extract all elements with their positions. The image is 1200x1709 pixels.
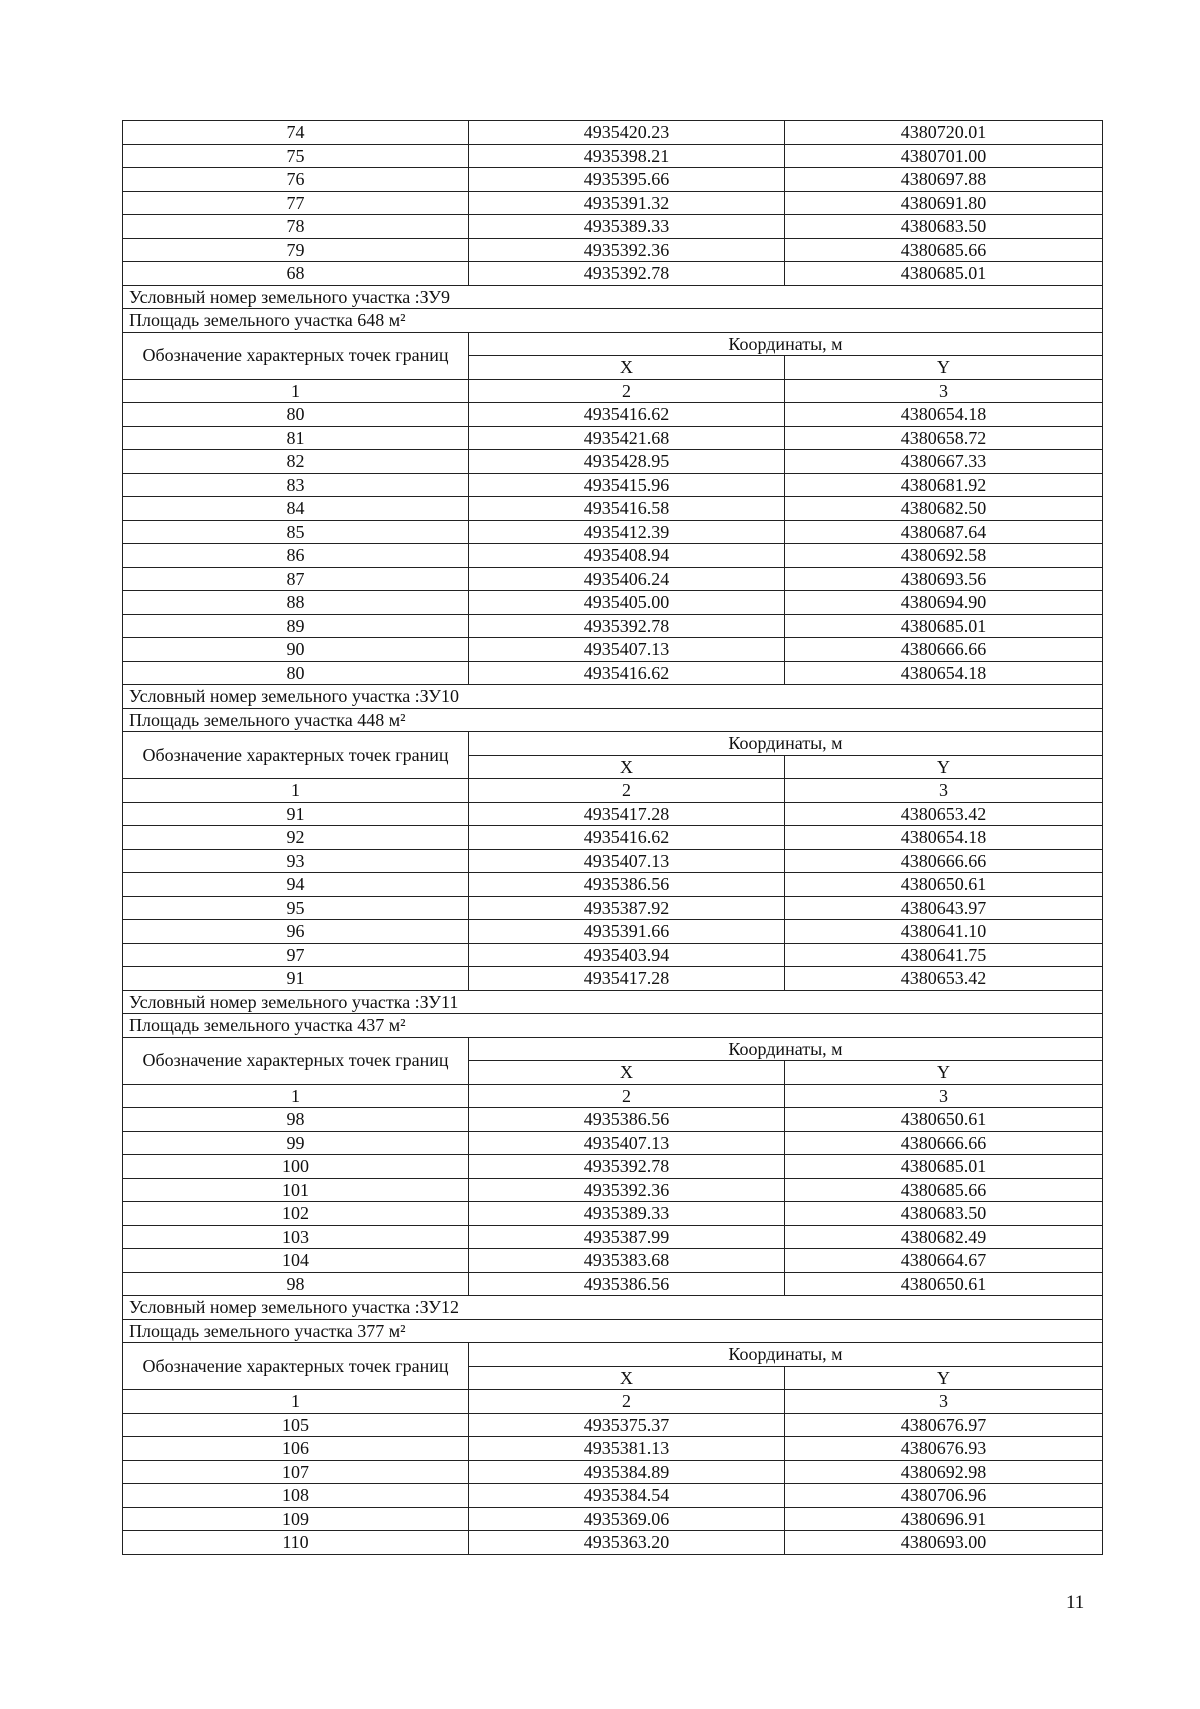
y-coordinate: 4380692.98: [785, 1460, 1103, 1484]
parcel-number-row: [123, 685, 1103, 709]
y-coordinate: 4380706.96: [785, 1484, 1103, 1508]
point-number: 100: [123, 1155, 469, 1179]
table-row: [123, 426, 1103, 450]
x-coordinate: 4935391.32: [469, 191, 785, 215]
parcel-number-label: Условный номер земельного участка :ЗУ10: [123, 685, 1103, 709]
y-coordinate: 4380682.49: [785, 1225, 1103, 1249]
x-coordinate: 4935389.33: [469, 215, 785, 239]
header-row: [123, 1343, 1103, 1367]
x-coordinate: 4935395.66: [469, 168, 785, 192]
point-number: 109: [123, 1507, 469, 1531]
points-column-header: Обозначение характерных точек границ: [123, 1343, 469, 1390]
table-row: [123, 920, 1103, 944]
y-coordinate: 4380666.66: [785, 638, 1103, 662]
point-number: 91: [123, 802, 469, 826]
point-number: 91: [123, 967, 469, 991]
table-row: [123, 1460, 1103, 1484]
point-number: 81: [123, 426, 469, 450]
y-coordinate: 4380692.58: [785, 544, 1103, 568]
parcel-number-label: Условный номер земельного участка :ЗУ12: [123, 1296, 1103, 1320]
y-axis-header: Y: [785, 755, 1103, 779]
y-coordinate: 4380681.92: [785, 473, 1103, 497]
points-column-header: Обозначение характерных точек границ: [123, 732, 469, 779]
header-row: [123, 332, 1103, 356]
table-row: [123, 661, 1103, 685]
parcel-number-row: [123, 1296, 1103, 1320]
parcel-area-row: [123, 1319, 1103, 1343]
x-coordinate: 4935375.37: [469, 1413, 785, 1437]
table-row: [123, 1155, 1103, 1179]
table-row: [123, 191, 1103, 215]
point-number: 77: [123, 191, 469, 215]
point-number: 110: [123, 1531, 469, 1555]
coordinates-column-header: Координаты, м: [469, 1343, 1103, 1367]
header-row: [123, 1037, 1103, 1061]
x-coordinate: 4935416.62: [469, 826, 785, 850]
y-coordinate: 4380654.18: [785, 403, 1103, 427]
table-row: [123, 520, 1103, 544]
x-coordinate: 4935403.94: [469, 943, 785, 967]
x-coordinate: 4935386.56: [469, 1272, 785, 1296]
table-row: [123, 802, 1103, 826]
parcel-number-label: Условный номер земельного участка :ЗУ11: [123, 990, 1103, 1014]
table-row: [123, 215, 1103, 239]
coordinates-column-header: Координаты, м: [469, 1037, 1103, 1061]
y-coordinate: 4380676.93: [785, 1437, 1103, 1461]
x-axis-header: X: [469, 356, 785, 380]
table-row: [123, 1531, 1103, 1555]
y-coordinate: 4380693.00: [785, 1531, 1103, 1555]
points-column-header: Обозначение характерных точек границ: [123, 332, 469, 379]
table-row: [123, 567, 1103, 591]
point-number: 79: [123, 238, 469, 262]
table-row: [123, 1178, 1103, 1202]
point-number: 95: [123, 896, 469, 920]
table-row: [123, 943, 1103, 967]
x-coordinate: 4935392.36: [469, 238, 785, 262]
point-number: 103: [123, 1225, 469, 1249]
table-row: [123, 473, 1103, 497]
column-number-row: [123, 1390, 1103, 1414]
y-coordinate: 4380685.66: [785, 238, 1103, 262]
table-row: [123, 168, 1103, 192]
column-number: 1: [123, 379, 469, 403]
x-coordinate: 4935420.23: [469, 121, 785, 145]
table-row: [123, 544, 1103, 568]
point-number: 84: [123, 497, 469, 521]
point-number: 88: [123, 591, 469, 615]
x-coordinate: 4935416.58: [469, 497, 785, 521]
column-number: 2: [469, 1084, 785, 1108]
table-row: [123, 1413, 1103, 1437]
x-coordinate: 4935398.21: [469, 144, 785, 168]
y-coordinate: 4380685.66: [785, 1178, 1103, 1202]
point-number: 74: [123, 121, 469, 145]
table-row: [123, 1131, 1103, 1155]
y-coordinate: 4380650.61: [785, 1108, 1103, 1132]
y-coordinate: 4380666.66: [785, 849, 1103, 873]
coordinates-column-header: Координаты, м: [469, 332, 1103, 356]
x-axis-header: X: [469, 1366, 785, 1390]
y-coordinate: 4380667.33: [785, 450, 1103, 474]
x-coordinate: 4935386.56: [469, 1108, 785, 1132]
column-number: 3: [785, 379, 1103, 403]
point-number: 105: [123, 1413, 469, 1437]
y-coordinate: 4380683.50: [785, 1202, 1103, 1226]
y-coordinate: 4380691.80: [785, 191, 1103, 215]
y-coordinate: 4380720.01: [785, 121, 1103, 145]
table-row: [123, 896, 1103, 920]
y-coordinate: 4380701.00: [785, 144, 1103, 168]
point-number: 98: [123, 1272, 469, 1296]
x-coordinate: 4935383.68: [469, 1249, 785, 1273]
parcel-area-label: Площадь земельного участка 648 м²: [123, 309, 1103, 333]
page-number: 11: [1066, 1592, 1085, 1613]
x-coordinate: 4935407.13: [469, 1131, 785, 1155]
y-coordinate: 4380658.72: [785, 426, 1103, 450]
x-coordinate: 4935416.62: [469, 661, 785, 685]
x-coordinate: 4935381.13: [469, 1437, 785, 1461]
table-row: [123, 967, 1103, 991]
y-coordinate: 4380650.61: [785, 873, 1103, 897]
points-column-header: Обозначение характерных точек границ: [123, 1037, 469, 1084]
x-axis-header: X: [469, 1061, 785, 1085]
point-number: 99: [123, 1131, 469, 1155]
x-coordinate: 4935421.68: [469, 426, 785, 450]
column-number: 1: [123, 779, 469, 803]
y-coordinate: 4380683.50: [785, 215, 1103, 239]
column-number: 2: [469, 779, 785, 803]
table-row: [123, 1272, 1103, 1296]
x-coordinate: 4935392.78: [469, 614, 785, 638]
point-number: 96: [123, 920, 469, 944]
table-row: [123, 497, 1103, 521]
y-coordinate: 4380697.88: [785, 168, 1103, 192]
column-number: 3: [785, 779, 1103, 803]
table-row: [123, 144, 1103, 168]
y-coordinate: 4380666.66: [785, 1131, 1103, 1155]
point-number: 76: [123, 168, 469, 192]
x-coordinate: 4935363.20: [469, 1531, 785, 1555]
column-number: 3: [785, 1084, 1103, 1108]
point-number: 78: [123, 215, 469, 239]
table-row: [123, 638, 1103, 662]
y-coordinate: 4380653.42: [785, 802, 1103, 826]
y-coordinate: 4380641.75: [785, 943, 1103, 967]
point-number: 92: [123, 826, 469, 850]
table-row: [123, 1507, 1103, 1531]
column-number: 1: [123, 1084, 469, 1108]
column-number-row: [123, 1084, 1103, 1108]
table-row: [123, 1437, 1103, 1461]
point-number: 82: [123, 450, 469, 474]
point-number: 80: [123, 403, 469, 427]
y-coordinate: 4380685.01: [785, 614, 1103, 638]
table-row: [123, 262, 1103, 286]
table-row: [123, 873, 1103, 897]
y-axis-header: Y: [785, 1061, 1103, 1085]
table-row: [123, 591, 1103, 615]
point-number: 108: [123, 1484, 469, 1508]
point-number: 75: [123, 144, 469, 168]
x-coordinate: 4935428.95: [469, 450, 785, 474]
point-number: 102: [123, 1202, 469, 1226]
y-coordinate: 4380653.42: [785, 967, 1103, 991]
y-coordinate: 4380654.18: [785, 826, 1103, 850]
coordinates-table: [122, 120, 1103, 1555]
point-number: 80: [123, 661, 469, 685]
x-coordinate: 4935369.06: [469, 1507, 785, 1531]
y-axis-header: Y: [785, 356, 1103, 380]
x-coordinate: 4935415.96: [469, 473, 785, 497]
x-coordinate: 4935407.13: [469, 638, 785, 662]
table-row: [123, 1225, 1103, 1249]
coordinates-column-header: Координаты, м: [469, 732, 1103, 756]
parcel-area-row: [123, 1014, 1103, 1038]
x-coordinate: 4935384.54: [469, 1484, 785, 1508]
x-coordinate: 4935417.28: [469, 967, 785, 991]
y-coordinate: 4380685.01: [785, 262, 1103, 286]
table-row: [123, 1108, 1103, 1132]
point-number: 93: [123, 849, 469, 873]
y-coordinate: 4380643.97: [785, 896, 1103, 920]
x-coordinate: 4935392.78: [469, 262, 785, 286]
y-coordinate: 4380696.91: [785, 1507, 1103, 1531]
x-coordinate: 4935405.00: [469, 591, 785, 615]
parcel-area-label: Площадь земельного участка 448 м²: [123, 708, 1103, 732]
column-number-row: [123, 779, 1103, 803]
point-number: 85: [123, 520, 469, 544]
y-axis-header: Y: [785, 1366, 1103, 1390]
y-coordinate: 4380685.01: [785, 1155, 1103, 1179]
y-coordinate: 4380687.64: [785, 520, 1103, 544]
x-coordinate: 4935406.24: [469, 567, 785, 591]
x-coordinate: 4935416.62: [469, 403, 785, 427]
x-axis-header: X: [469, 755, 785, 779]
point-number: 97: [123, 943, 469, 967]
y-coordinate: 4380676.97: [785, 1413, 1103, 1437]
x-coordinate: 4935387.99: [469, 1225, 785, 1249]
point-number: 104: [123, 1249, 469, 1273]
parcel-area-row: [123, 309, 1103, 333]
parcel-area-label: Площадь земельного участка 437 м²: [123, 1014, 1103, 1038]
point-number: 106: [123, 1437, 469, 1461]
table-row: [123, 121, 1103, 145]
parcel-number-row: [123, 285, 1103, 309]
point-number: 86: [123, 544, 469, 568]
coordinates-document: [122, 120, 1102, 1555]
x-coordinate: 4935408.94: [469, 544, 785, 568]
x-coordinate: 4935386.56: [469, 873, 785, 897]
y-coordinate: 4380693.56: [785, 567, 1103, 591]
y-coordinate: 4380694.90: [785, 591, 1103, 615]
y-coordinate: 4380641.10: [785, 920, 1103, 944]
y-coordinate: 4380654.18: [785, 661, 1103, 685]
point-number: 83: [123, 473, 469, 497]
point-number: 89: [123, 614, 469, 638]
point-number: 107: [123, 1460, 469, 1484]
x-coordinate: 4935384.89: [469, 1460, 785, 1484]
point-number: 68: [123, 262, 469, 286]
x-coordinate: 4935407.13: [469, 849, 785, 873]
table-row: [123, 238, 1103, 262]
y-coordinate: 4380682.50: [785, 497, 1103, 521]
column-number: 3: [785, 1390, 1103, 1414]
x-coordinate: 4935387.92: [469, 896, 785, 920]
x-coordinate: 4935392.78: [469, 1155, 785, 1179]
column-number: 2: [469, 1390, 785, 1414]
x-coordinate: 4935391.66: [469, 920, 785, 944]
table-row: [123, 1249, 1103, 1273]
table-row: [123, 826, 1103, 850]
column-number: 1: [123, 1390, 469, 1414]
parcel-area-row: [123, 708, 1103, 732]
column-number-row: [123, 379, 1103, 403]
x-coordinate: 4935412.39: [469, 520, 785, 544]
point-number: 94: [123, 873, 469, 897]
x-coordinate: 4935389.33: [469, 1202, 785, 1226]
y-coordinate: 4380664.67: [785, 1249, 1103, 1273]
coordinates-table-body: [123, 121, 1103, 1555]
y-coordinate: 4380650.61: [785, 1272, 1103, 1296]
table-row: [123, 450, 1103, 474]
x-coordinate: 4935392.36: [469, 1178, 785, 1202]
parcel-number-label: Условный номер земельного участка :ЗУ9: [123, 285, 1103, 309]
x-coordinate: 4935417.28: [469, 802, 785, 826]
parcel-number-row: [123, 990, 1103, 1014]
parcel-area-label: Площадь земельного участка 377 м²: [123, 1319, 1103, 1343]
point-number: 98: [123, 1108, 469, 1132]
table-row: [123, 1202, 1103, 1226]
table-row: [123, 1484, 1103, 1508]
table-row: [123, 614, 1103, 638]
column-number: 2: [469, 379, 785, 403]
point-number: 90: [123, 638, 469, 662]
point-number: 101: [123, 1178, 469, 1202]
table-row: [123, 403, 1103, 427]
header-row: [123, 732, 1103, 756]
point-number: 87: [123, 567, 469, 591]
table-row: [123, 849, 1103, 873]
